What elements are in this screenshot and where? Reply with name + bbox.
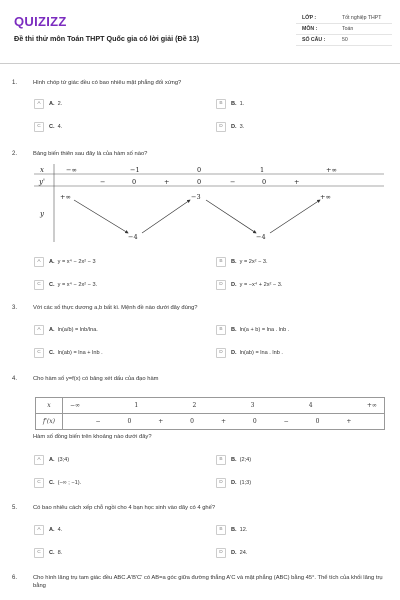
option-letter: D. bbox=[231, 550, 237, 556]
option-letter: D. bbox=[231, 480, 237, 486]
question-text: Hình chóp tứ giác đều có bao nhiêu mặt phẳng đối xứng? bbox=[33, 80, 182, 86]
fp-sign: + bbox=[158, 418, 164, 425]
answer-option[interactable] bbox=[34, 348, 103, 358]
option-text: 24. bbox=[239, 550, 248, 556]
arrow-up bbox=[142, 200, 190, 233]
option-letter: B. bbox=[231, 259, 237, 265]
meta-row-count bbox=[296, 35, 392, 46]
yp-sign: − bbox=[100, 178, 106, 186]
y-value: −4 bbox=[128, 233, 138, 241]
table-y-label: y bbox=[40, 210, 44, 218]
meta-row-class bbox=[296, 13, 392, 24]
meta-value: 50 bbox=[342, 37, 348, 43]
question-text: Cho hàm số y=f(x) có bảng xét dấu của đạo hàm bbox=[33, 376, 159, 382]
sign-fp-row bbox=[63, 414, 385, 430]
answer-option[interactable] bbox=[34, 455, 69, 465]
fp-sign: 0 bbox=[127, 418, 132, 425]
answer-option[interactable] bbox=[34, 257, 96, 267]
answer-option[interactable] bbox=[34, 325, 98, 335]
option-text: 2. bbox=[57, 101, 63, 107]
option-letter: C. bbox=[49, 282, 55, 288]
option-box: A bbox=[34, 325, 44, 335]
option-box: C bbox=[34, 478, 44, 488]
fp-sign: 0 bbox=[315, 418, 320, 425]
option-letter: C. bbox=[49, 480, 55, 486]
answer-option[interactable] bbox=[216, 478, 251, 488]
table-x-label: x bbox=[40, 166, 44, 174]
option-text: 8. bbox=[57, 550, 63, 556]
option-box: A bbox=[34, 257, 44, 267]
option-letter: B. bbox=[231, 327, 237, 333]
x-value: 0 bbox=[197, 166, 202, 174]
x-value: 3 bbox=[250, 402, 255, 409]
question-text: Bảng biến thiên sau đây là của hàm số nào? bbox=[33, 151, 148, 157]
option-letter: B. bbox=[231, 457, 237, 463]
option-letter: A. bbox=[49, 259, 55, 265]
question-text: Với các số thực dương a,b bất kì. Mệnh đề nào dưới đây đúng? bbox=[33, 305, 198, 311]
option-text: y = x⁴ − 2x² − 3. bbox=[57, 282, 98, 288]
x-value: 1 bbox=[260, 166, 265, 174]
x-value: −1 bbox=[130, 166, 140, 174]
meta-label: LỚP : bbox=[302, 15, 317, 21]
option-letter: A. bbox=[49, 101, 55, 107]
yp-sign: − bbox=[230, 178, 236, 186]
option-letter: C. bbox=[49, 350, 55, 356]
x-value: +∞ bbox=[326, 166, 337, 174]
y-value: +∞ bbox=[60, 193, 71, 201]
x-value: +∞ bbox=[366, 402, 377, 409]
x-value: 4 bbox=[308, 402, 313, 409]
arrow-up bbox=[270, 200, 320, 233]
x-value: −∞ bbox=[70, 402, 81, 409]
option-letter: A. bbox=[49, 327, 55, 333]
option-text: (2;4) bbox=[239, 457, 252, 463]
answer-option[interactable] bbox=[216, 99, 244, 109]
meta-info bbox=[296, 13, 392, 46]
document-title: Đề thi thử môn Toán THPT Quốc gia có lời giải (Đề 13) bbox=[14, 34, 200, 43]
answer-option[interactable] bbox=[34, 99, 62, 109]
sign-table bbox=[35, 397, 385, 430]
yp-sign: + bbox=[164, 178, 170, 186]
table-yp-label: y' bbox=[39, 178, 45, 186]
option-text: ln(a + b) = lna . lnb . bbox=[239, 327, 290, 333]
y-value: −3 bbox=[191, 193, 201, 201]
option-text: 4. bbox=[57, 124, 63, 130]
option-letter: C. bbox=[49, 550, 55, 556]
option-box: D bbox=[216, 348, 226, 358]
option-text: 1. bbox=[239, 101, 245, 107]
variation-table bbox=[34, 162, 384, 244]
answer-option[interactable] bbox=[34, 280, 97, 290]
sign-x-label: x bbox=[36, 398, 63, 414]
question-number: 4. bbox=[12, 376, 18, 382]
question-text: Có bao nhiêu cách xếp chỗ ngồi cho 4 bạn học sinh vào dãy có 4 ghế? bbox=[33, 505, 216, 511]
option-box: A bbox=[34, 455, 44, 465]
option-text: ln(ab) = lna . lnb . bbox=[239, 350, 283, 356]
answer-option[interactable] bbox=[216, 122, 244, 132]
option-text: (−∞ ; −1). bbox=[57, 480, 82, 486]
option-letter: D. bbox=[231, 282, 237, 288]
option-box: B bbox=[216, 455, 226, 465]
sign-fp-label: f'(x) bbox=[36, 414, 63, 430]
option-box: D bbox=[216, 548, 226, 558]
sign-x-row bbox=[63, 398, 385, 414]
answer-option[interactable] bbox=[216, 325, 289, 335]
meta-value: Toán bbox=[342, 26, 354, 32]
option-box: D bbox=[216, 122, 226, 132]
option-box: D bbox=[216, 478, 226, 488]
yp-sign: 0 bbox=[197, 178, 202, 186]
answer-option[interactable] bbox=[34, 122, 62, 132]
arrow-down bbox=[206, 200, 256, 233]
x-value: −∞ bbox=[66, 166, 77, 174]
question-subtext: Hàm số đồng biến trên khoảng nào dưới đây? bbox=[33, 434, 152, 440]
option-box: C bbox=[34, 122, 44, 132]
y-value: +∞ bbox=[320, 193, 331, 201]
option-text: y = x⁴ − 2x² − 3 bbox=[57, 259, 96, 265]
option-letter: D. bbox=[231, 124, 237, 130]
option-letter: A. bbox=[49, 457, 55, 463]
question-number: 3. bbox=[12, 305, 18, 311]
answer-option[interactable] bbox=[216, 548, 247, 558]
fp-sign: 0 bbox=[190, 418, 194, 425]
question-text: Cho hình lăng trụ tam giác đều ABC.A'B'C' có AB=a góc giữa đường thẳng A'C và mặt phẳng (ABC) bằng 45°. Thể tích của khối lăng trụ bằng bbox=[33, 575, 383, 589]
meta-label: MÔN : bbox=[302, 26, 318, 32]
answer-option[interactable] bbox=[34, 478, 81, 488]
yp-sign: + bbox=[294, 178, 300, 186]
option-box: D bbox=[216, 280, 226, 290]
option-text: y = −x⁴ + 2x² − 3. bbox=[239, 282, 283, 288]
yp-sign: 0 bbox=[132, 178, 137, 186]
answer-option[interactable] bbox=[216, 348, 283, 358]
arrow-down bbox=[74, 200, 128, 233]
fp-sign: − bbox=[283, 418, 289, 425]
meta-row-subject bbox=[296, 24, 392, 35]
option-text: ln(a/b) = lnb/lna. bbox=[57, 327, 98, 333]
option-box: C bbox=[34, 348, 44, 358]
question-number: 5. bbox=[12, 505, 18, 511]
answer-option[interactable] bbox=[216, 280, 282, 290]
answer-option[interactable] bbox=[216, 257, 268, 267]
option-text: (1;3) bbox=[239, 480, 252, 486]
option-box: B bbox=[216, 257, 226, 267]
x-value: 2 bbox=[192, 402, 197, 409]
question-number: 2. bbox=[12, 151, 18, 157]
option-box: B bbox=[216, 99, 226, 109]
quizizz-logo: QUIZIZZ bbox=[14, 14, 67, 29]
option-text: y = 2x² − 3. bbox=[239, 259, 268, 265]
option-text: ln(ab) = lna + lnb . bbox=[57, 350, 103, 356]
option-box: B bbox=[216, 325, 226, 335]
option-box: C bbox=[34, 548, 44, 558]
option-text: 3. bbox=[239, 124, 245, 130]
answer-option[interactable] bbox=[34, 525, 62, 535]
meta-label: SỐ CÂU : bbox=[302, 37, 326, 43]
option-letter: D. bbox=[231, 350, 237, 356]
header-divider bbox=[0, 63, 400, 64]
option-box: A bbox=[34, 99, 44, 109]
fp-sign: + bbox=[220, 418, 226, 425]
option-letter: B. bbox=[231, 101, 237, 107]
meta-value: Tốt nghiệp THPT bbox=[342, 15, 382, 21]
option-box: A bbox=[34, 525, 44, 535]
option-text: 12. bbox=[239, 527, 248, 533]
answer-option[interactable] bbox=[34, 548, 62, 558]
x-value: 1 bbox=[134, 402, 139, 409]
option-box: B bbox=[216, 525, 226, 535]
y-value: −4 bbox=[256, 233, 266, 241]
option-letter: C. bbox=[49, 124, 55, 130]
option-text: (3;4) bbox=[57, 457, 70, 463]
fp-sign: − bbox=[95, 418, 101, 425]
fp-sign: + bbox=[346, 418, 352, 425]
yp-sign: 0 bbox=[262, 178, 267, 186]
option-letter: A. bbox=[49, 527, 55, 533]
answer-option[interactable] bbox=[216, 455, 251, 465]
fp-sign: 0 bbox=[252, 418, 257, 425]
question-number: 1. bbox=[12, 80, 18, 86]
question-number: 6. bbox=[12, 575, 18, 581]
answer-option[interactable] bbox=[216, 525, 247, 535]
option-letter: B. bbox=[231, 527, 237, 533]
option-text: 4. bbox=[57, 527, 63, 533]
option-box: C bbox=[34, 280, 44, 290]
